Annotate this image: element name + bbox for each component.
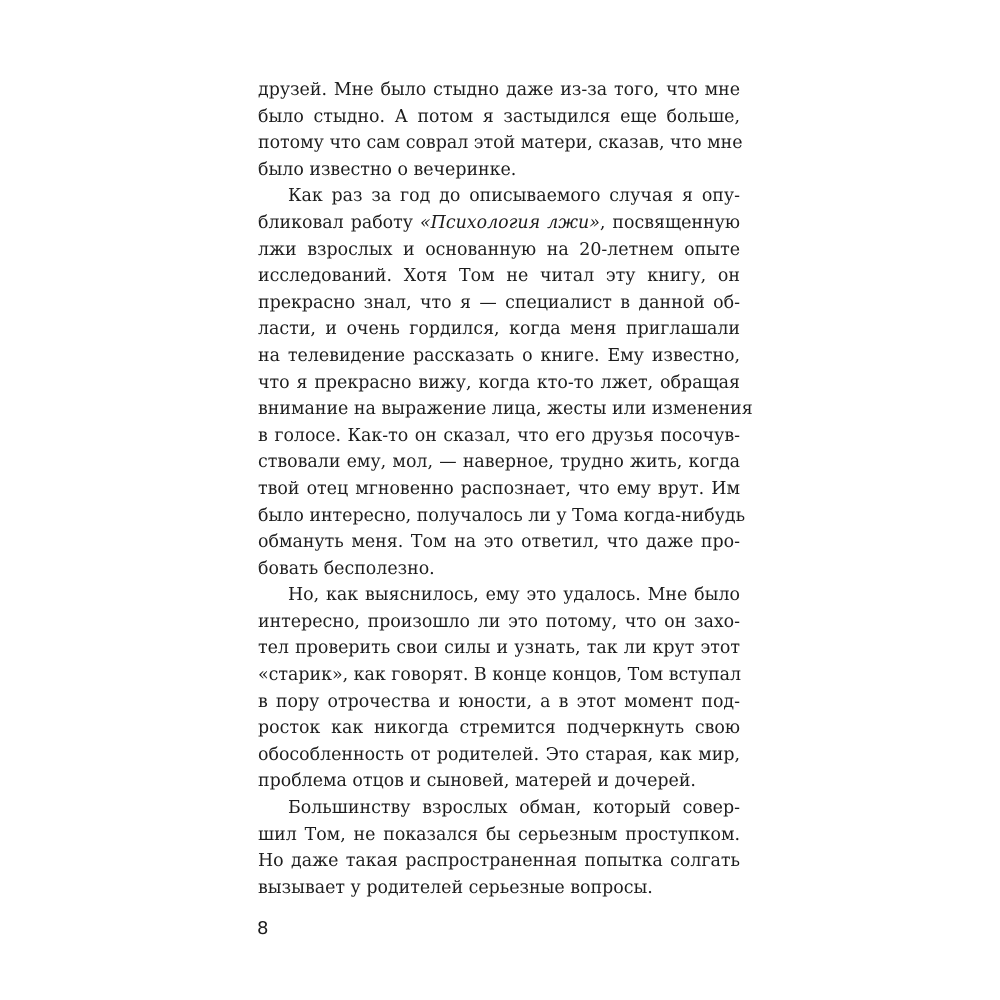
text-line: прекрасно знал, что я — специалист в данной об- [258, 292, 740, 313]
text-line: друзей. Мне было стыдно даже из-за того, что мне [258, 80, 740, 100]
text-line: ласти, и очень гордился, когда меня приглашали [258, 319, 740, 340]
text-line: внимание на выражение лица, жесты или изменения [258, 399, 753, 420]
text-line: ствовали ему, мол, — наверное, трудно жить, когда [258, 452, 740, 473]
text-line: обособленность от родителей. Это старая, как мир, [258, 744, 740, 765]
text-line: было стыдно. А потом я застыдился еще больше, [258, 106, 740, 127]
text-line: исследований. Хотя Том не читал эту книгу, он [258, 266, 740, 287]
book-title: «Психология лжи» [420, 212, 600, 233]
text-line: Большинству взрослых обман, который совер- [288, 798, 740, 819]
text-line: шил Том, не показался бы серьезным проступком. [258, 824, 740, 845]
text-line: интересно, произошло ли это потому, что он захо- [258, 611, 740, 632]
page-number: 8 [257, 918, 269, 939]
text-line: бовать бесполезно. [258, 558, 435, 579]
text-line: было интересно, получалось ли у Тома когда-нибудь [258, 505, 746, 526]
body-text [258, 77, 753, 901]
text-line: на телевидение рассказать о книге. Ему известно, [258, 345, 740, 366]
text-line: твой отец мгновенно распознает, что ему врут. Им [258, 478, 740, 499]
text-line: Как раз за год до описываемого случая я опу- [288, 186, 740, 207]
text-segment: , посвященную [599, 212, 740, 233]
text-line: проблема отцов и сыновей, матерей и дочерей. [258, 771, 696, 792]
text-segment: бликовал работу [258, 212, 421, 233]
text-line: потому что сам соврал этой матери, сказав, что мне [258, 133, 743, 154]
text-line: вызывает у родителей серьезные вопросы. [258, 877, 653, 898]
text-line: было известно о вечеринке. [258, 159, 517, 180]
text-line: в пору отрочества и юности, а в этот момент под- [258, 691, 740, 712]
text-line: обмануть меня. Том на это ответил, что даже про- [258, 532, 740, 553]
text-line: лжи взрослых и основанную на 20-летнем опыте [258, 239, 740, 260]
text-line: Но даже такая распространенная попытка солгать [258, 851, 740, 872]
text-line: росток как никогда стремится подчеркнуть свою [258, 718, 740, 739]
text-line: тел проверить свои силы и узнать, так ли крут этот [258, 638, 740, 659]
text-line: «старик», как говорят. В конце концов, Том вступал [258, 665, 742, 686]
text-line: Но, как выяснилось, ему это удалось. Мне было [288, 585, 740, 606]
text-line: что я прекрасно вижу, когда кто-то лжет, обращая [258, 372, 740, 393]
text-line-with-title [258, 210, 740, 237]
text-line: в голосе. Как-то он сказал, что его друзья посочув- [258, 425, 740, 446]
